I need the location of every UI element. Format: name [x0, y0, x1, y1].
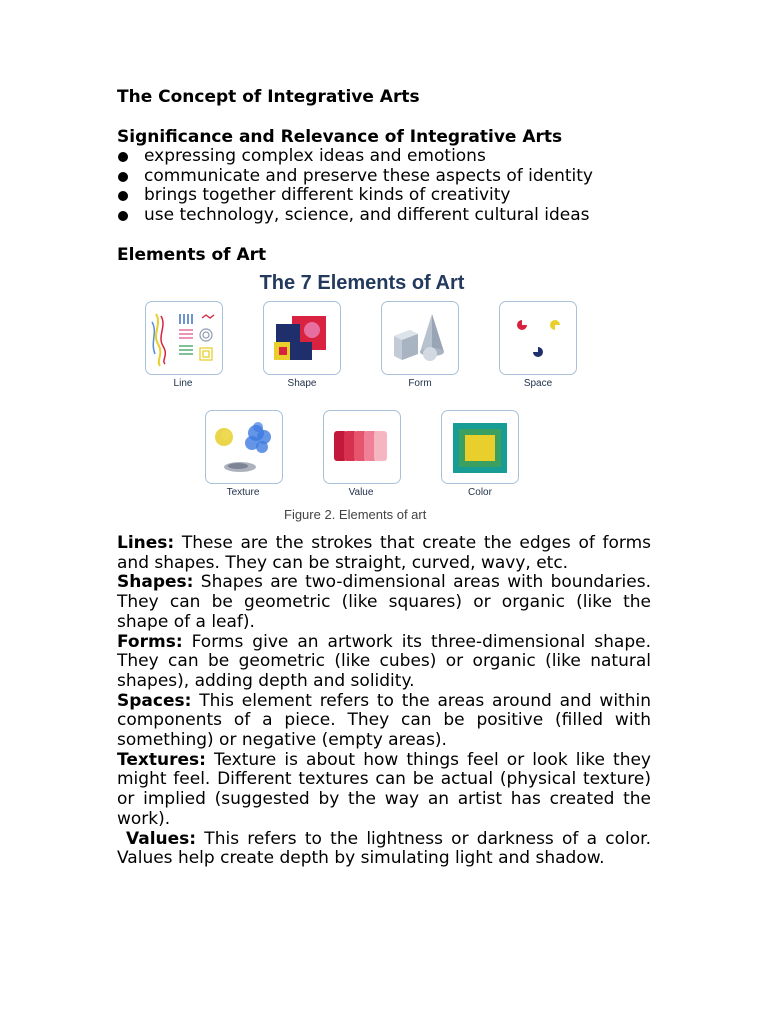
list-item: expressing complex ideas and emotions	[117, 147, 651, 167]
tile-label: Texture	[226, 487, 260, 498]
document-title: The Concept of Integrative Arts	[117, 87, 420, 107]
elements-heading: Elements of Art	[117, 245, 267, 265]
definition-lines: Lines: These are the strokes that create the edges of forms and shapes. They can be straight, curved, wavy, etc.	[117, 533, 651, 573]
color-icon	[442, 411, 518, 483]
list-item: brings together different kinds of creativity	[117, 186, 651, 206]
definition-spaces: Spaces: This element refers to the areas around and within components of a piece. They can be positive (filled with something) or negative (empty areas).	[117, 690, 651, 751]
significance-heading: Significance and Relevance of Integrative Arts	[117, 127, 563, 147]
space-icon	[500, 302, 576, 374]
definition-values: Values: This refers to the lightness or darkness of a color. Values help create depth by simulating light and shadow.	[117, 828, 651, 869]
texture-icon	[206, 411, 282, 483]
bullet-icon	[118, 152, 128, 162]
form-tile	[381, 301, 459, 375]
tile-label: Form	[408, 378, 432, 389]
tile-label: Line	[173, 378, 193, 389]
definition-forms: Forms: Forms give an artwork its three-dimensional shape. They can be geometric (like cubes) or organic (like natural shapes), adding depth and solidity.	[117, 631, 651, 691]
definition-shapes: Shapes: Shapes are two-dimensional areas with boundaries. They can be geometric (like squares) or organic (like the shape of a leaf).	[117, 572, 651, 632]
bullet-icon	[118, 211, 128, 221]
space-tile	[499, 301, 577, 375]
list-item: communicate and preserve these aspects of identity	[117, 167, 651, 187]
tile-label: Space	[523, 378, 553, 389]
texture-tile	[205, 410, 283, 484]
shape-tile	[263, 301, 341, 375]
definition-textures: Textures: Texture is about how things feel or look like they might feel. Different textures can be actual (physical texture) or implied (suggested by the way an artist has created the work).	[117, 749, 651, 829]
document-page	[117, 87, 651, 869]
bullet-icon	[118, 172, 128, 182]
line-tile	[145, 301, 223, 375]
line-icon	[146, 302, 222, 374]
figure-heading: The 7 Elements of Art	[259, 272, 465, 294]
bullet-icon	[118, 191, 128, 201]
list-item: use technology, science, and different cultural ideas	[117, 206, 651, 226]
form-icon	[382, 302, 458, 374]
figure-caption: Figure 2. Elements of art	[284, 507, 427, 522]
elements-figure	[117, 268, 651, 534]
color-tile	[441, 410, 519, 484]
tile-label: Color	[468, 487, 492, 498]
significance-list	[117, 147, 651, 225]
value-tile	[323, 410, 401, 484]
tile-label: Shape	[287, 378, 317, 389]
shape-icon	[264, 302, 340, 374]
value-icon	[324, 411, 400, 483]
definitions	[117, 534, 651, 869]
tile-label: Value	[348, 487, 374, 498]
